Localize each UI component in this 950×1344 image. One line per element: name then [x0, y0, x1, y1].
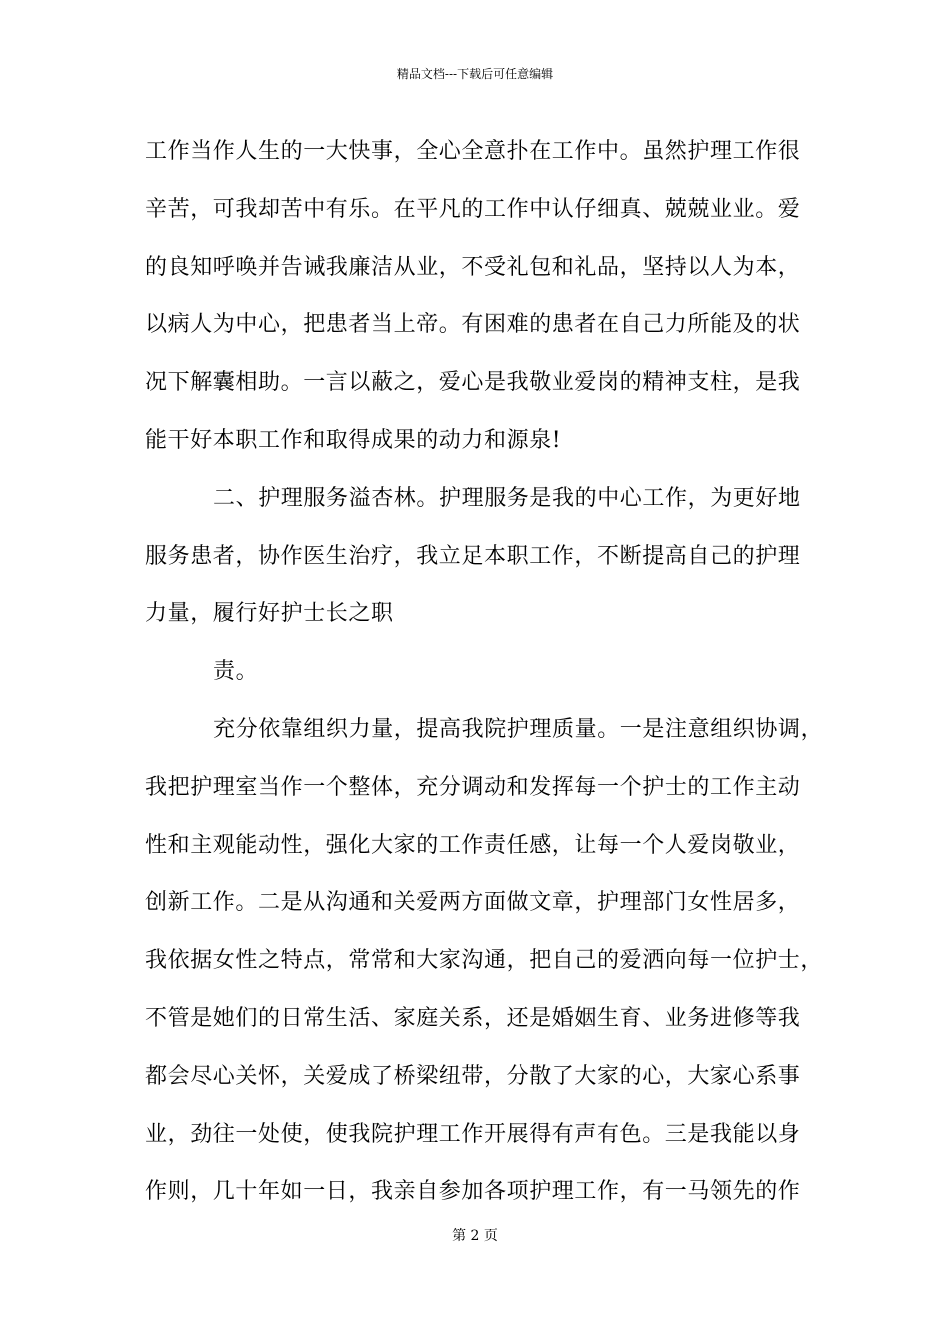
text-line: 创新工作。二是从沟通和关爱两方面做文章，护理部门女性居多，: [145, 890, 801, 916]
text-line: 不管是她们的日常生活、家庭关系，还是婚姻生育、业务进修等我: [145, 1005, 801, 1031]
text-line: 以病人为中心，把患者当上帝。有困难的患者在自己力所能及的状: [145, 312, 801, 338]
page-number: 第 2 页: [452, 1228, 498, 1244]
text-line: 能干好本职工作和取得成果的动力和源泉!: [145, 427, 562, 453]
text-line: 服务患者，协作医生治疗，我立足本职工作，不断提高自己的护理: [145, 543, 801, 569]
text-line: 作则，几十年如一日，我亲自参加各项护理工作，有一马领先的作: [145, 1179, 801, 1205]
text-line: 辛苦，可我却苦中有乐。在平凡的工作中认仔细真、兢兢业业。爱: [145, 196, 801, 222]
text-line: 工作当作人生的一大快事，全心全意扑在工作中。虽然护理工作很: [145, 139, 801, 164]
text-line: 况下解囊相助。一言以蔽之，爱心是我敬业爱岗的精神支柱，是我: [145, 370, 801, 396]
text-line: 力量，履行好护士长之职: [145, 601, 394, 627]
text-line: 性和主观能动性，强化大家的工作责任感，让每一个人爱岗敬业，: [145, 832, 801, 858]
document-body: [145, 130, 845, 1228]
text-line: 责。: [213, 659, 259, 685]
text-line: 二、护理服务溢杏林。护理服务是我的中心工作，为更好地: [213, 485, 801, 511]
text-line: 充分依靠组织力量，提高我院护理质量。一是注意组织协调，: [213, 716, 824, 742]
text-line: 我依据女性之特点，常常和大家沟通，把自己的爱洒向每一位护士，: [145, 948, 824, 974]
text-line: 业，劲往一处使，使我院护理工作开展得有声有色。三是我能以身: [145, 1121, 801, 1147]
page-header: 精品文档---下载后可任意编辑: [396, 67, 554, 81]
text-line: 都会尽心关怀，关爱成了桥梁纽带，分散了大家的心，大家心系事: [145, 1063, 801, 1089]
text-line: 的良知呼唤并告诫我廉洁从业，不受礼包和礼品，坚持以人为本，: [145, 254, 801, 280]
text-line: 我把护理室当作一个整体，充分调动和发挥每一个护士的工作主动: [145, 774, 801, 800]
